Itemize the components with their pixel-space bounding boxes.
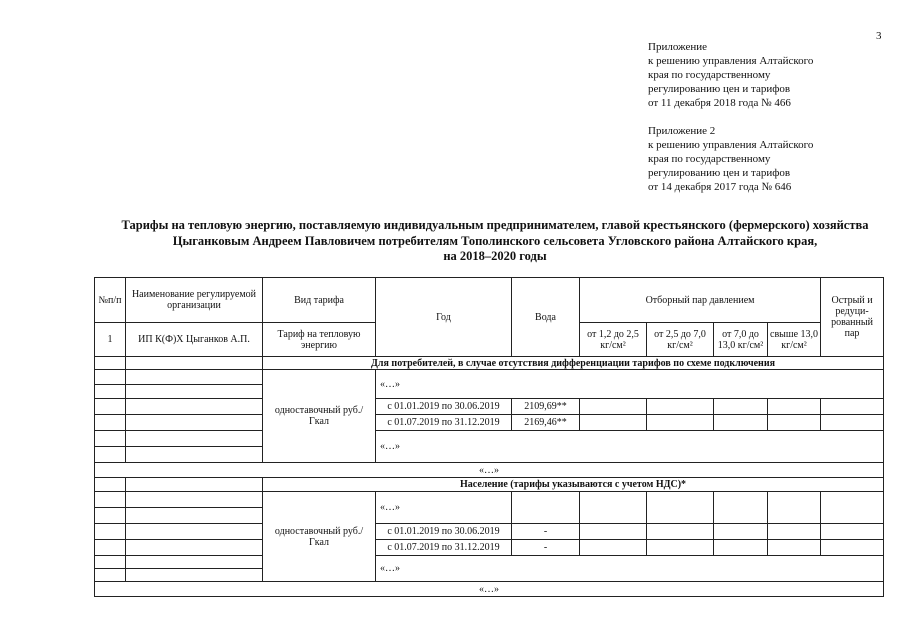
- section-1-ellipsis-row: [95, 463, 884, 478]
- section-2-value-2: -: [512, 540, 580, 556]
- section-1-ellipsis-full: «…»: [95, 463, 884, 478]
- org-num: 1: [95, 323, 126, 357]
- header-steam-1: от 1,2 до 2,5 кг/см²: [580, 323, 647, 357]
- tariff-table: [94, 277, 884, 597]
- section-1-tariff-type: одноставочный руб./Гкал: [263, 370, 376, 463]
- header-steam-4: свыше 13,0 кг/см²: [768, 323, 821, 357]
- appendix-2-line: регулированию цен и тарифов: [648, 167, 791, 179]
- section-2-period-1: с 01.01.2019 по 30.06.2019: [376, 524, 512, 540]
- table-row: [95, 556, 884, 569]
- section-2-title-row: [95, 478, 884, 492]
- appendix-1-line: края по государственному: [648, 69, 771, 81]
- header-steam-3: от 7,0 до 13,0 кг/см²: [714, 323, 768, 357]
- section-2-ellipsis-row: [95, 582, 884, 597]
- section-2-title: Население (тарифы указываются с учетом НДС)*: [263, 478, 884, 492]
- appendix-2-line: края по государственному: [648, 153, 771, 165]
- header-row: [95, 278, 884, 323]
- title-line: на 2018–2020 годы: [443, 249, 547, 263]
- table-row: [95, 540, 884, 556]
- section-1-ellipsis-top: «…»: [376, 370, 884, 399]
- appendix-2-line: от 14 декабря 2017 года № 646: [648, 181, 792, 193]
- appendix-1-line: Приложение: [648, 41, 708, 53]
- section-2-value-1: -: [512, 524, 580, 540]
- title-line: Цыганковым Андреем Павловичем потребителям Тополинского сельсовета Угловского района Алтайского края,: [172, 233, 818, 248]
- header-org: Наименование регулируемой организации: [126, 278, 263, 323]
- appendix-2-line: Приложение 2: [648, 125, 716, 137]
- section-1-title-row: [95, 357, 884, 370]
- section-2-ellipsis-bottom: «…»: [376, 556, 884, 582]
- header-water: Вода: [512, 278, 580, 357]
- header-sharp-steam: Острый и редуци-рованный пар: [821, 278, 884, 357]
- document-title: [100, 218, 890, 265]
- org-tariff-type: Тариф на тепловую энергию: [263, 323, 376, 357]
- appendix-1-block: [648, 40, 813, 110]
- section-2-ellipsis-full: «…»: [95, 582, 884, 597]
- table-row: [95, 399, 884, 415]
- section-2-period-2: с 01.07.2019 по 31.12.2019: [376, 540, 512, 556]
- section-1-period-1: с 01.01.2019 по 30.06.2019: [376, 399, 512, 415]
- table-row: [95, 524, 884, 540]
- appendix-1-line: к решению управления Алтайского: [648, 55, 814, 67]
- header-tariff-type: Вид тарифа: [263, 278, 376, 323]
- header-steam: Отборный пар давлением: [580, 278, 821, 323]
- page-number: 3: [876, 30, 882, 42]
- appendix-2-block: [648, 124, 813, 194]
- table-row: [95, 492, 884, 508]
- appendix-2-line: к решению управления Алтайского: [648, 139, 814, 151]
- header-num: №п/п: [95, 278, 126, 323]
- section-1-value-2: 2169,46**: [512, 415, 580, 431]
- section-1-ellipsis-bottom: «…»: [376, 431, 884, 463]
- title-line: Тарифы на тепловую энергию, поставляемую индивидуальным предпринимателем, главой крестьянского (фермерского) хозяйства: [121, 218, 869, 232]
- table-row: [95, 370, 884, 385]
- section-2-ellipsis-top: «…»: [376, 492, 512, 524]
- section-1-value-1: 2109,69**: [512, 399, 580, 415]
- section-2-tariff-type: одноставочный руб./Гкал: [263, 492, 376, 582]
- section-1-period-2: с 01.07.2019 по 31.12.2019: [376, 415, 512, 431]
- header-year: Год: [376, 278, 512, 357]
- table-row: [95, 431, 884, 447]
- appendix-1-line: от 11 декабря 2018 года № 466: [648, 97, 791, 109]
- table-row: [95, 415, 884, 431]
- appendix-1-line: регулированию цен и тарифов: [648, 83, 791, 95]
- org-name: ИП К(Ф)Х Цыганков А.П.: [126, 323, 263, 357]
- header-steam-2: от 2,5 до 7,0 кг/см²: [647, 323, 714, 357]
- section-1-title: Для потребителей, в случае отсутствия дифференциации тарифов по схеме подключения: [263, 357, 884, 370]
